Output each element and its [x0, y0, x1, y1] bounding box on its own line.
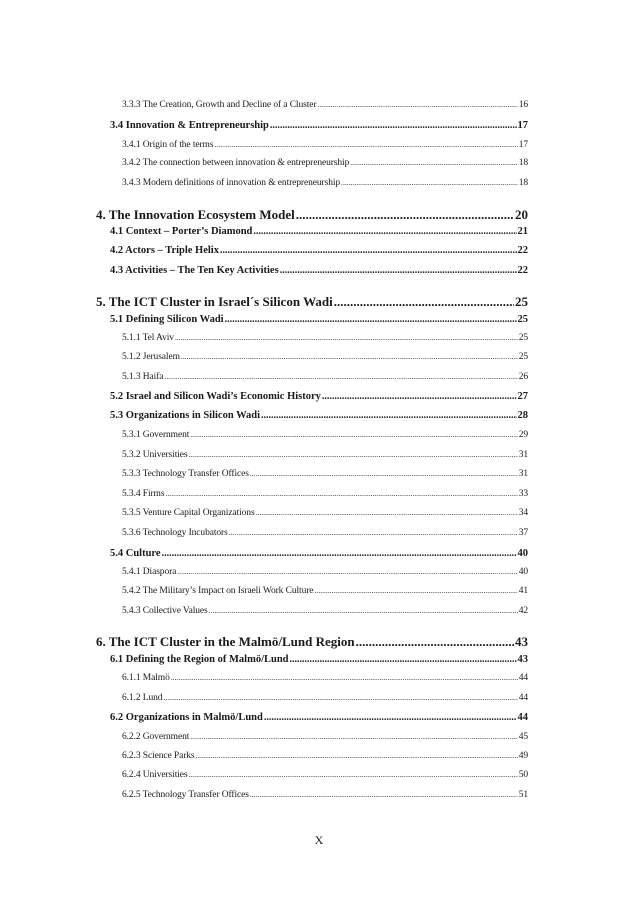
toc-entry-page: 27 — [517, 391, 528, 402]
toc-entry[interactable] — [122, 528, 528, 538]
toc-leader-dots — [280, 265, 517, 276]
toc-leader-dots — [181, 352, 518, 361]
toc-entry-page: 51 — [518, 790, 528, 800]
toc-entry-title: 5.4 Culture — [110, 548, 161, 559]
toc-entry[interactable] — [122, 430, 528, 440]
toc-entry-page: 49 — [518, 751, 528, 761]
toc-entry-title: 5.1.1 Tel Aviv — [122, 333, 174, 343]
toc-leader-dots — [322, 391, 517, 402]
toc-entry-page: 41 — [518, 586, 528, 596]
toc-entry-title: 6.2.5 Technology Transfer Offices — [122, 790, 249, 800]
toc-leader-dots — [341, 178, 518, 187]
toc-entry-page: 33 — [518, 489, 528, 499]
toc-leader-dots — [350, 158, 517, 167]
page-number: X — [314, 833, 324, 847]
toc-entry-page: 29 — [518, 430, 528, 440]
toc-entry[interactable] — [122, 158, 528, 168]
toc-leader-dots — [253, 226, 516, 237]
toc-entry[interactable] — [122, 450, 528, 460]
toc-entry-title: 6. The ICT Cluster in the Malmö/Lund Region — [96, 634, 355, 649]
toc-entry[interactable] — [122, 732, 528, 742]
toc-entry[interactable] — [96, 207, 528, 223]
toc-entry[interactable] — [122, 673, 528, 683]
toc-leader-dots — [296, 207, 514, 223]
toc-leader-dots — [290, 654, 517, 665]
toc-entry-page: 31 — [518, 450, 528, 460]
toc-entry-title: 5.3.2 Universities — [122, 450, 188, 460]
toc-entry[interactable] — [110, 654, 528, 665]
toc-entry-page: 40 — [518, 567, 528, 577]
toc-entry[interactable] — [96, 294, 528, 310]
toc-entry[interactable] — [110, 391, 528, 402]
toc-entry[interactable] — [96, 634, 528, 650]
toc-leader-dots — [196, 751, 518, 760]
toc-entry-page: 20 — [515, 207, 528, 222]
toc-entry-page: 18 — [518, 178, 528, 188]
toc-entry-page: 44 — [518, 673, 528, 683]
toc-entry-title: 5.3.5 Venture Capital Organizations — [122, 508, 255, 518]
toc-entry-page: 40 — [517, 548, 528, 559]
toc-entry-title: 5.4.1 Diaspora — [122, 567, 177, 577]
toc-entry[interactable] — [122, 469, 528, 479]
toc-entry[interactable] — [122, 770, 528, 780]
toc-entry[interactable] — [122, 333, 528, 343]
toc-entry[interactable] — [122, 489, 528, 499]
toc-entry-title: 3.4.3 Modern definitions of innovation & entrepreneurship — [122, 178, 341, 188]
toc-leader-dots — [317, 100, 517, 109]
toc-leader-dots — [163, 693, 517, 702]
toc-leader-dots — [162, 548, 517, 559]
toc-leader-dots — [229, 528, 518, 537]
toc-leader-dots — [314, 586, 517, 595]
toc-entry[interactable] — [122, 372, 528, 382]
toc-entry[interactable] — [122, 178, 528, 188]
toc-entry-title: 5.3.4 Firms — [122, 489, 165, 499]
toc-entry-page: 25 — [515, 294, 528, 309]
toc-entry-title: 4.1 Context – Porter’s Diamond — [110, 226, 253, 237]
toc-entry-page: 44 — [517, 712, 528, 723]
toc-entry-page: 25 — [518, 352, 528, 362]
toc-leader-dots — [209, 606, 518, 615]
toc-leader-dots — [190, 732, 517, 741]
toc-leader-dots — [250, 790, 518, 799]
toc-entry-title: 5.2 Israel and Silicon Wadi’s Economic History — [110, 391, 321, 402]
toc-entry[interactable] — [110, 226, 528, 237]
toc-entry[interactable] — [122, 606, 528, 616]
toc-entry-title: 3.4.1 Origin of the terms — [122, 140, 214, 150]
toc-entry-title: 6.2 Organizations in Malmö/Lund — [110, 712, 263, 723]
toc-entry[interactable] — [122, 693, 528, 703]
toc-entry-page: 22 — [517, 245, 528, 256]
toc-leader-dots — [256, 508, 518, 517]
toc-entry-page: 26 — [518, 372, 528, 382]
toc-leader-dots — [165, 489, 517, 498]
toc-entry-title: 6.1.1 Malmö — [122, 673, 170, 683]
toc-entry-page: 16 — [518, 100, 528, 110]
toc-entry-page: 43 — [515, 634, 528, 649]
toc-entry-title: 6.1.2 Lund — [122, 693, 163, 703]
toc-leader-dots — [190, 430, 517, 439]
toc-entry-page: 42 — [518, 606, 528, 616]
toc-leader-dots — [177, 567, 517, 576]
toc-entry[interactable] — [110, 245, 528, 256]
toc-entry[interactable] — [122, 586, 528, 596]
toc-entry[interactable] — [110, 712, 528, 723]
toc-entry[interactable] — [110, 314, 528, 325]
toc-leader-dots — [334, 294, 514, 310]
toc-entry-title: 5.3.6 Technology Incubators — [122, 528, 228, 538]
toc-entry[interactable] — [122, 508, 528, 518]
toc-entry-page: 17 — [518, 140, 528, 150]
toc-leader-dots — [250, 469, 518, 478]
toc-entry-title: 5.4.3 Collective Values — [122, 606, 208, 616]
toc-entry[interactable] — [110, 120, 528, 131]
toc-entry-title: 5. The ICT Cluster in Israel´s Silicon Wadi — [96, 294, 333, 309]
toc-entry-title: 5.4.2 The Military’s Impact on Israeli Work Culture — [122, 586, 314, 596]
toc-leader-dots — [164, 372, 517, 381]
toc-leader-dots — [220, 245, 517, 256]
toc-entry-title: 4. The Innovation Ecosystem Model — [96, 207, 295, 222]
toc-entry-title: 6.1 Defining the Region of Malmö/Lund — [110, 654, 289, 665]
toc-entry-title: 6.2.4 Universities — [122, 770, 188, 780]
toc-leader-dots — [225, 314, 517, 325]
toc-leader-dots — [214, 140, 517, 149]
toc-entry[interactable] — [122, 140, 528, 150]
toc-entry-title: 3.4 Innovation & Entrepreneurship — [110, 120, 269, 131]
toc-entry-page: 45 — [518, 732, 528, 742]
toc-entry-title: 5.3.1 Government — [122, 430, 190, 440]
toc-entry[interactable] — [110, 410, 528, 421]
toc-entry-title: 5.1.2 Jerusalem — [122, 352, 180, 362]
toc-entry-title: 3.3.3 The Creation, Growth and Decline of a Cluster — [122, 100, 317, 110]
toc-entry-page: 21 — [517, 226, 528, 237]
toc-leader-dots — [261, 410, 516, 421]
toc-entry-page: 37 — [518, 528, 528, 538]
toc-entry[interactable] — [122, 790, 528, 800]
toc-entry-title: 3.4.2 The connection between innovation & entrepreneurship — [122, 158, 350, 168]
toc-entry-title: 6.2.3 Science Parks — [122, 751, 195, 761]
toc-entry-page: 50 — [518, 770, 528, 780]
toc-entry-page: 44 — [518, 693, 528, 703]
toc-entry-page: 34 — [518, 508, 528, 518]
toc-entry[interactable] — [122, 352, 528, 362]
toc-leader-dots — [270, 120, 517, 131]
toc-entry-title: 5.1 Defining Silicon Wadi — [110, 314, 224, 325]
toc-entry-title: 5.1.3 Haifa — [122, 372, 164, 382]
toc-leader-dots — [171, 673, 518, 682]
toc-entry-title: 4.2 Actors – Triple Helix — [110, 245, 219, 256]
toc-entry-title: 4.3 Activities – The Ten Key Activities — [110, 265, 279, 276]
toc-entry-page: 25 — [518, 333, 528, 343]
toc-entry[interactable] — [122, 751, 528, 761]
toc-leader-dots — [175, 333, 518, 342]
toc-entry[interactable] — [110, 265, 528, 276]
toc-entry-title: 5.3 Organizations in Silicon Wadi — [110, 410, 261, 421]
toc-entry-page: 18 — [518, 158, 528, 168]
toc-entry-page: 22 — [517, 265, 528, 276]
toc-entry-page: 17 — [517, 120, 528, 131]
toc-entry-page: 43 — [517, 654, 528, 665]
toc-leader-dots — [188, 450, 517, 459]
toc-entry[interactable] — [110, 548, 528, 559]
toc-leader-dots — [264, 712, 517, 723]
toc-entry[interactable] — [122, 100, 528, 110]
toc-entry[interactable] — [122, 567, 528, 577]
toc-entry-title: 6.2.2 Government — [122, 732, 190, 742]
toc-leader-dots — [356, 634, 514, 650]
toc-leader-dots — [188, 770, 517, 779]
toc-entry-page: 31 — [518, 469, 528, 479]
toc-entry-title: 5.3.3 Technology Transfer Offices — [122, 469, 249, 479]
toc-entry-page: 25 — [517, 314, 528, 325]
toc-entry-page: 28 — [517, 410, 528, 421]
